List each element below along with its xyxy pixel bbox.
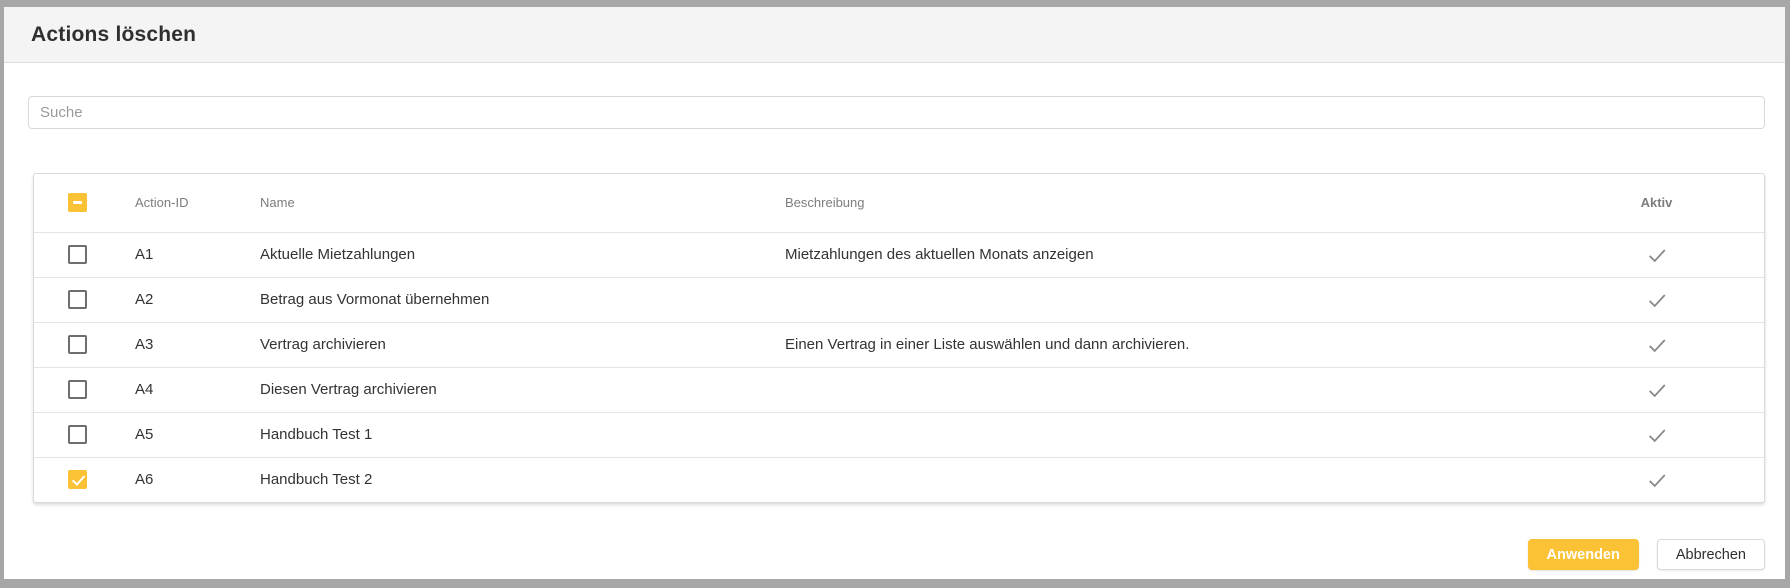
table-row-a5 (34, 412, 1764, 457)
row-checkbox[interactable] (68, 335, 87, 354)
name-cell: Handbuch Test 1 (260, 426, 373, 443)
action-id-cell: A4 (135, 381, 154, 398)
row-checkbox[interactable] (68, 470, 87, 489)
actions-table (33, 173, 1765, 503)
beschreibung-cell (785, 367, 1549, 412)
aktiv-check-icon (1646, 424, 1668, 446)
aktiv-check-icon (1646, 379, 1668, 401)
row-checkbox[interactable] (68, 245, 87, 264)
action-id-cell: A5 (135, 426, 154, 443)
beschreibung-cell: Mietzahlungen des aktuellen Monats anzeigen (785, 246, 1094, 263)
table-row-a1 (34, 232, 1764, 277)
table-row-a3 (34, 322, 1764, 367)
action-id-cell: A3 (135, 336, 154, 353)
dialog-body (4, 63, 1785, 579)
table-row-a2 (34, 277, 1764, 322)
column-header-beschreibung: Beschreibung (785, 195, 865, 211)
name-cell: Betrag aus Vormonat übernehmen (260, 291, 490, 308)
column-header-name: Name (260, 195, 295, 211)
name-cell: Handbuch Test 2 (260, 471, 373, 489)
search-input[interactable] (28, 96, 1765, 129)
beschreibung-cell (785, 277, 1549, 322)
row-checkbox[interactable] (68, 425, 87, 444)
dialog-title: Actions löschen (31, 22, 197, 46)
beschreibung-cell (785, 457, 1549, 502)
row-checkbox[interactable] (68, 380, 87, 399)
aktiv-check-icon (1646, 244, 1668, 266)
beschreibung-cell: Einen Vertrag in einer Liste auswählen und dann archivieren. (785, 336, 1190, 353)
table-header-row (34, 174, 1764, 232)
column-header-aktiv: Aktiv (1640, 195, 1673, 211)
name-cell: Diesen Vertrag archivieren (260, 381, 437, 398)
aktiv-check-icon (1646, 334, 1668, 356)
aktiv-check-icon (1646, 289, 1668, 311)
table-row-a4 (34, 367, 1764, 412)
action-id-cell: A2 (135, 291, 154, 308)
apply-button[interactable]: Anwenden (1528, 539, 1639, 570)
cancel-button[interactable]: Abbrechen (1657, 539, 1765, 570)
action-id-cell: A6 (135, 471, 154, 489)
select-all-checkbox[interactable] (68, 193, 87, 212)
name-cell: Aktuelle Mietzahlungen (260, 246, 416, 263)
row-checkbox[interactable] (68, 290, 87, 309)
dialog-footer (28, 539, 1765, 577)
name-cell: Vertrag archivieren (260, 336, 386, 353)
dialog-header (4, 7, 1785, 63)
column-header-action-id: Action-ID (135, 195, 189, 211)
aktiv-check-icon (1646, 469, 1668, 491)
actions-loeschen-dialog (4, 7, 1785, 579)
action-id-cell: A1 (135, 246, 154, 263)
table-row-a6 (34, 457, 1764, 502)
beschreibung-cell (785, 412, 1549, 457)
